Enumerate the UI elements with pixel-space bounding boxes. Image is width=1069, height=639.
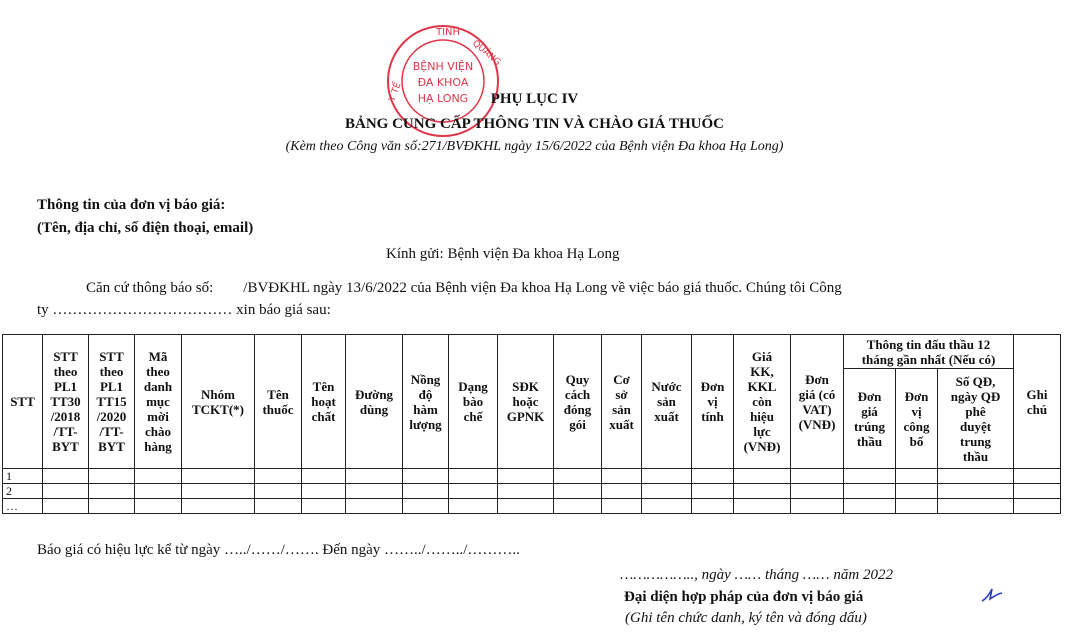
document-title: BẢNG CUNG CẤP THÔNG TIN VÀ CHÀO GIÁ THUỐC <box>345 116 724 132</box>
header-don-gia-trung-thau: Đơn giá trúng thầu <box>844 369 896 469</box>
header-nuoc: Nước sản xuất <box>642 335 692 469</box>
header-don-vi-cong-bo: Đơn vị công bố <box>896 369 938 469</box>
signature-title: Đại diện hợp pháp của đơn vị báo giá <box>624 589 864 605</box>
table-row <box>3 484 1061 499</box>
header-don-gia: Đơn giá (có VAT) (VNĐ) <box>791 335 844 469</box>
validity-line: Báo giá có hiệu lực kể từ ngày …../……/……. Đến ngày ……../……../……….. <box>37 542 520 558</box>
header-nhom: Nhóm TCKT(*) <box>182 335 255 469</box>
header-gia-kk: Giá KK, KKL còn hiệu lực (VNĐ) <box>734 335 791 469</box>
header-sdk: SĐK hoặc GPNK <box>498 335 554 469</box>
signature-note: (Ghi tên chức danh, ký tên và đóng dấu) <box>625 610 867 626</box>
row-number: 2 <box>3 484 43 499</box>
price-quote-table <box>2 334 1061 514</box>
header-dang-bao-che: Dạng bào chế <box>449 335 498 469</box>
date-line: …………….., ngày …… tháng …… năm 2022 <box>620 567 893 583</box>
header-ma: Mã theo danh mục mời chào hàng <box>135 335 182 469</box>
vendor-info-hint: (Tên, địa chỉ, số điện thoại, email) <box>37 220 254 236</box>
row-number: … <box>3 499 43 514</box>
body-line-2: ty ……………………………… xin báo giá sau: <box>37 302 331 318</box>
header-ten-hoat-chat: Tên hoạt chất <box>302 335 346 469</box>
row-number: 1 <box>3 469 43 484</box>
header-don-vi-tinh: Đơn vị tính <box>692 335 734 469</box>
header-stt-tt15: STT theo PL1 TT15 /2020 /TT- BYT <box>89 335 135 469</box>
stamp-arc-left: Y TẾ <box>387 81 404 104</box>
header-so-qd: Số QĐ, ngày QĐ phê duyệt trung thầu <box>938 369 1014 469</box>
header-stt: STT <box>3 335 43 469</box>
stamp-line-2: ĐA KHOA <box>417 76 469 89</box>
document-subtitle: (Kèm theo Công văn số:271/BVĐKHL ngày 15/6/2022 của Bệnh viện Đa khoa Hạ Long) <box>285 139 784 154</box>
stamp-line-1: BỆNH VIỆN <box>412 60 474 73</box>
signature-mark <box>980 585 1004 605</box>
header-nong-do: Nồng độ hàm lượng <box>403 335 449 469</box>
vendor-info-label: Thông tin của đơn vị báo giá: <box>37 197 226 213</box>
header-stt-tt30: STT theo PL1 TT30 /2018 /TT- BYT <box>43 335 89 469</box>
header-ten-thuoc: Tên thuốc <box>255 335 302 469</box>
stamp-arc-top: TỈNH <box>436 27 461 38</box>
table-row <box>3 469 1061 484</box>
header-co-so: Cơ sở sản xuất <box>602 335 642 469</box>
header-ghi-chu: Ghi chú <box>1014 335 1061 469</box>
stamp-arc-right: QUẢNG <box>470 38 502 68</box>
greeting: Kính gửi: Bệnh viện Đa khoa Hạ Long <box>386 246 620 262</box>
table-row <box>3 499 1061 514</box>
header-group-dau-thau: Thông tin đấu thầu 12 tháng gần nhất (Nếu có) <box>844 335 1014 369</box>
header-quy-cach: Quy cách đóng gói <box>554 335 602 469</box>
appendix-title: PHỤ LỤC IV <box>490 91 579 107</box>
body-line-1: Căn cứ thông báo số: /BVĐKHL ngày 13/6/2022 của Bệnh viện Đa khoa Hạ Long về việc báo giá thuốc. Chúng tôi Công <box>86 280 842 296</box>
header-duong-dung: Đường dùng <box>346 335 403 469</box>
stamp-line-3: HẠ LONG <box>417 92 469 105</box>
